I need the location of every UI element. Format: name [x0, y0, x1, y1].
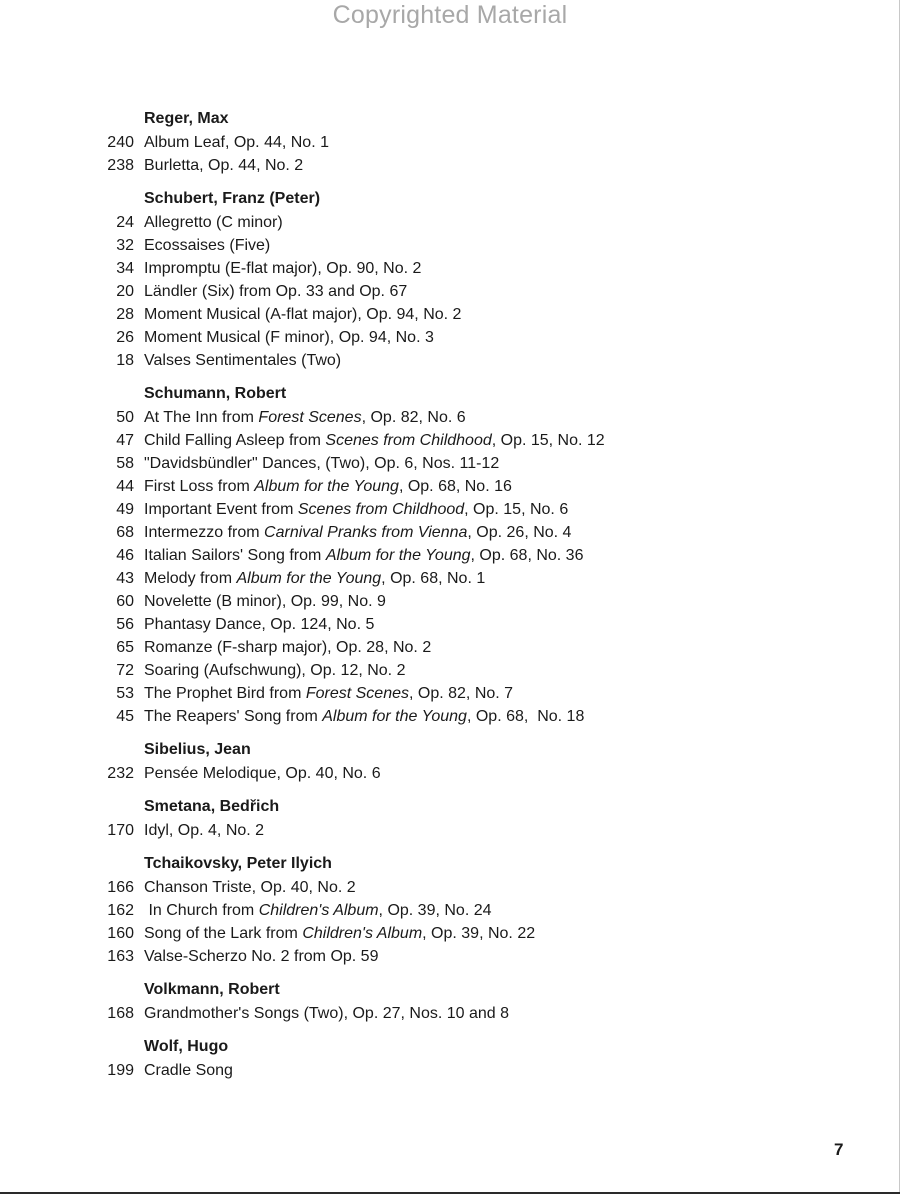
entry-page-number: 160: [107, 925, 134, 942]
entry-page-number: 32: [116, 237, 134, 254]
entry-page-number: 72: [116, 662, 134, 679]
title-text: Ecossaises (Five): [144, 237, 271, 254]
composer-name: Smetana, Bedřich: [144, 798, 280, 815]
collection-title: Album for the Young: [325, 547, 471, 564]
toc-entry: [0, 1002, 900, 1025]
toc-entry: [0, 613, 900, 636]
title-text: The Reapers' Song from: [144, 708, 323, 725]
collection-title: Album for the Young: [254, 478, 399, 495]
entry-page-number: 47: [116, 432, 134, 449]
copyright-watermark: Copyrighted Material: [332, 1, 568, 29]
toc-entry: [0, 544, 900, 567]
entry-page-number: 68: [116, 524, 134, 541]
entry-title: [144, 406, 466, 429]
title-text: , Op. 82, No. 6: [361, 409, 466, 426]
entry-title: [144, 899, 492, 922]
entry-title: [144, 452, 499, 475]
title-text: Romanze (F-sharp major), Op. 28, No. 2: [144, 639, 432, 656]
entry-title: [144, 498, 568, 521]
toc-entry: [0, 521, 900, 544]
title-text: Moment Musical (F minor), Op. 94, No. 3: [144, 329, 434, 346]
toc-entry: [0, 682, 900, 705]
entry-page-number: 170: [107, 822, 134, 839]
title-text: Novelette (B minor), Op. 99, No. 9: [144, 593, 386, 610]
toc-entry: [0, 211, 900, 234]
title-text: Ländler (Six) from Op. 33 and Op. 67: [144, 283, 408, 300]
entry-title: [144, 349, 341, 372]
title-text: Impromptu (E-flat major), Op. 90, No. 2: [144, 260, 422, 277]
entry-title: [144, 429, 605, 452]
composer-name: Schubert, Franz (Peter): [144, 190, 321, 207]
entry-title: [144, 303, 461, 326]
collection-title: Children's Album: [258, 902, 379, 919]
collection-title: Forest Scenes: [305, 685, 409, 702]
toc-entry: [0, 498, 900, 521]
toc-entry: [0, 257, 900, 280]
composer-name: Wolf, Hugo: [144, 1038, 229, 1055]
title-text: Valses Sentimentales (Two): [144, 352, 342, 369]
title-text: , Op. 26, No. 4: [467, 524, 572, 541]
entry-title: [144, 876, 356, 899]
entry-title: [144, 567, 485, 590]
title-text: In Church from: [144, 902, 259, 919]
entry-page-number: 26: [116, 329, 134, 346]
collection-title: Forest Scenes: [258, 409, 362, 426]
title-text: , Op. 82, No. 7: [409, 685, 514, 702]
toc-entry: [0, 636, 900, 659]
entry-page-number: 240: [107, 134, 134, 151]
entry-page-number: 199: [107, 1062, 134, 1079]
entry-title: [144, 521, 571, 544]
entry-page-number: 18: [116, 352, 134, 369]
title-text: "Davidsbündler" Dances, (Two), Op. 6, Nos. 11-12: [144, 455, 500, 472]
toc-entry: [0, 280, 900, 303]
entry-page-number: 44: [116, 478, 134, 495]
entry-title: [144, 257, 421, 280]
entry-page-number: 46: [116, 547, 134, 564]
toc-entry: [0, 819, 900, 842]
title-text: , Op. 39, No. 22: [422, 925, 536, 942]
entry-page-number: 24: [116, 214, 134, 231]
title-text: Melody from: [144, 570, 237, 587]
toc-entry: [0, 131, 900, 154]
title-text: Valse-Scherzo No. 2 from Op. 59: [144, 948, 379, 965]
composer-name: Tchaikovsky, Peter Ilyich: [144, 855, 332, 872]
entry-title: [144, 211, 283, 234]
title-text: , Op. 39, No. 24: [378, 902, 492, 919]
entry-title: [144, 945, 378, 968]
title-text: The Prophet Bird from: [144, 685, 306, 702]
entry-title: [144, 922, 535, 945]
entry-page-number: 34: [116, 260, 134, 277]
page-number: 7: [834, 1140, 844, 1159]
toc-entry: [0, 429, 900, 452]
composer-heading: [0, 978, 900, 1002]
toc-entry: [0, 899, 900, 922]
title-text: Idyl, Op. 4, No. 2: [144, 822, 265, 839]
title-text: Song of the Lark from: [144, 925, 303, 942]
entry-title: [144, 682, 513, 705]
title-text: , Op. 15, No. 6: [464, 501, 569, 518]
entry-page-number: 162: [107, 902, 134, 919]
composer-name: Reger, Max: [144, 110, 229, 127]
entry-title: [144, 762, 381, 785]
toc-entry: [0, 406, 900, 429]
collection-title: Scenes from Childhood: [325, 432, 492, 449]
toc-entry: [0, 154, 900, 177]
toc-entry: [0, 567, 900, 590]
toc-entry: [0, 945, 900, 968]
entry-title: [144, 659, 405, 682]
title-text: Moment Musical (A-flat major), Op. 94, No. 2: [144, 306, 462, 323]
title-text: Italian Sailors' Song from: [144, 547, 326, 564]
entry-page-number: 232: [107, 765, 134, 782]
entry-title: [144, 590, 386, 613]
title-text: Allegretto (C minor): [144, 214, 283, 231]
entry-title: [144, 131, 329, 154]
toc-entry: [0, 326, 900, 349]
entry-title: [144, 475, 512, 498]
title-text: , Op. 68, No. 1: [381, 570, 486, 587]
title-text: , Op. 68, No. 16: [398, 478, 512, 495]
toc-entry: [0, 590, 900, 613]
title-text: , Op. 68, No. 18: [466, 708, 585, 725]
toc-entry: [0, 922, 900, 945]
entry-page-number: 58: [116, 455, 134, 472]
entry-page-number: 163: [107, 948, 134, 965]
title-text: Burletta, Op. 44, No. 2: [144, 157, 304, 174]
entry-title: [144, 234, 270, 257]
composer-heading: [0, 382, 900, 406]
toc-entry: [0, 876, 900, 899]
entry-page-number: 65: [116, 639, 134, 656]
collection-title: Carnival Pranks from Vienna: [264, 524, 468, 541]
entry-page-number: 60: [116, 593, 134, 610]
entry-page-number: 56: [116, 616, 134, 633]
entry-title: [144, 1059, 233, 1082]
collection-title: Album for the Young: [236, 570, 382, 587]
title-text: Child Falling Asleep from: [144, 432, 326, 449]
collection-title: Album for the Young: [322, 708, 467, 725]
toc-entry: [0, 234, 900, 257]
entry-page-number: 28: [116, 306, 134, 323]
entry-title: [144, 636, 431, 659]
composer-heading: [0, 1035, 900, 1059]
entry-page-number: 53: [116, 685, 134, 702]
toc-entry: [0, 475, 900, 498]
composer-heading: [0, 795, 900, 819]
toc-entry: [0, 659, 900, 682]
title-text: , Op. 68, No. 36: [470, 547, 584, 564]
title-text: Chanson Triste, Op. 40, No. 2: [144, 879, 356, 896]
entry-title: [144, 819, 264, 842]
composer-name: Volkmann, Robert: [144, 981, 280, 998]
entry-title: [144, 154, 303, 177]
title-text: Pensée Melodique, Op. 40, No. 6: [144, 765, 381, 782]
title-text: Phantasy Dance, Op. 124, No. 5: [144, 616, 375, 633]
entry-title: [144, 280, 407, 303]
table-of-contents: [0, 107, 900, 1082]
title-text: Album Leaf, Op. 44, No. 1: [144, 134, 329, 151]
title-text: First Loss from: [144, 478, 255, 495]
entry-page-number: 49: [116, 501, 134, 518]
entry-page-number: 238: [107, 157, 134, 174]
toc-entry: [0, 452, 900, 475]
entry-page-number: 50: [116, 409, 134, 426]
toc-entry: [0, 1059, 900, 1082]
composer-heading: [0, 852, 900, 876]
toc-entry: [0, 705, 900, 728]
entry-title: [144, 544, 583, 567]
entry-page-number: 168: [107, 1005, 134, 1022]
title-text: Intermezzo from: [144, 524, 265, 541]
composer-name: Schumann, Robert: [144, 385, 287, 402]
composer-heading: [0, 107, 900, 131]
composer-heading: [0, 738, 900, 762]
entry-page-number: 43: [116, 570, 134, 587]
title-text: , Op. 15, No. 12: [491, 432, 605, 449]
composer-name: Sibelius, Jean: [144, 741, 251, 758]
entry-title: [144, 705, 584, 728]
entry-title: [144, 613, 374, 636]
title-text: Cradle Song: [144, 1062, 233, 1079]
composer-heading: [0, 187, 900, 211]
toc-entry: [0, 303, 900, 326]
collection-title: Scenes from Childhood: [297, 501, 465, 518]
entry-title: [144, 1002, 509, 1025]
entry-page-number: 166: [107, 879, 134, 896]
title-text: Grandmother's Songs (Two), Op. 27, Nos. 10 and 8: [144, 1005, 510, 1022]
entry-page-number: 20: [116, 283, 134, 300]
title-text: Important Event from: [144, 501, 298, 518]
toc-entry: [0, 762, 900, 785]
entry-page-number: 45: [116, 708, 134, 725]
collection-title: Children's Album: [302, 925, 423, 942]
entry-title: [144, 326, 434, 349]
title-text: At The Inn from: [144, 409, 259, 426]
toc-entry: [0, 349, 900, 372]
title-text: Soaring (Aufschwung), Op. 12, No. 2: [144, 662, 406, 679]
